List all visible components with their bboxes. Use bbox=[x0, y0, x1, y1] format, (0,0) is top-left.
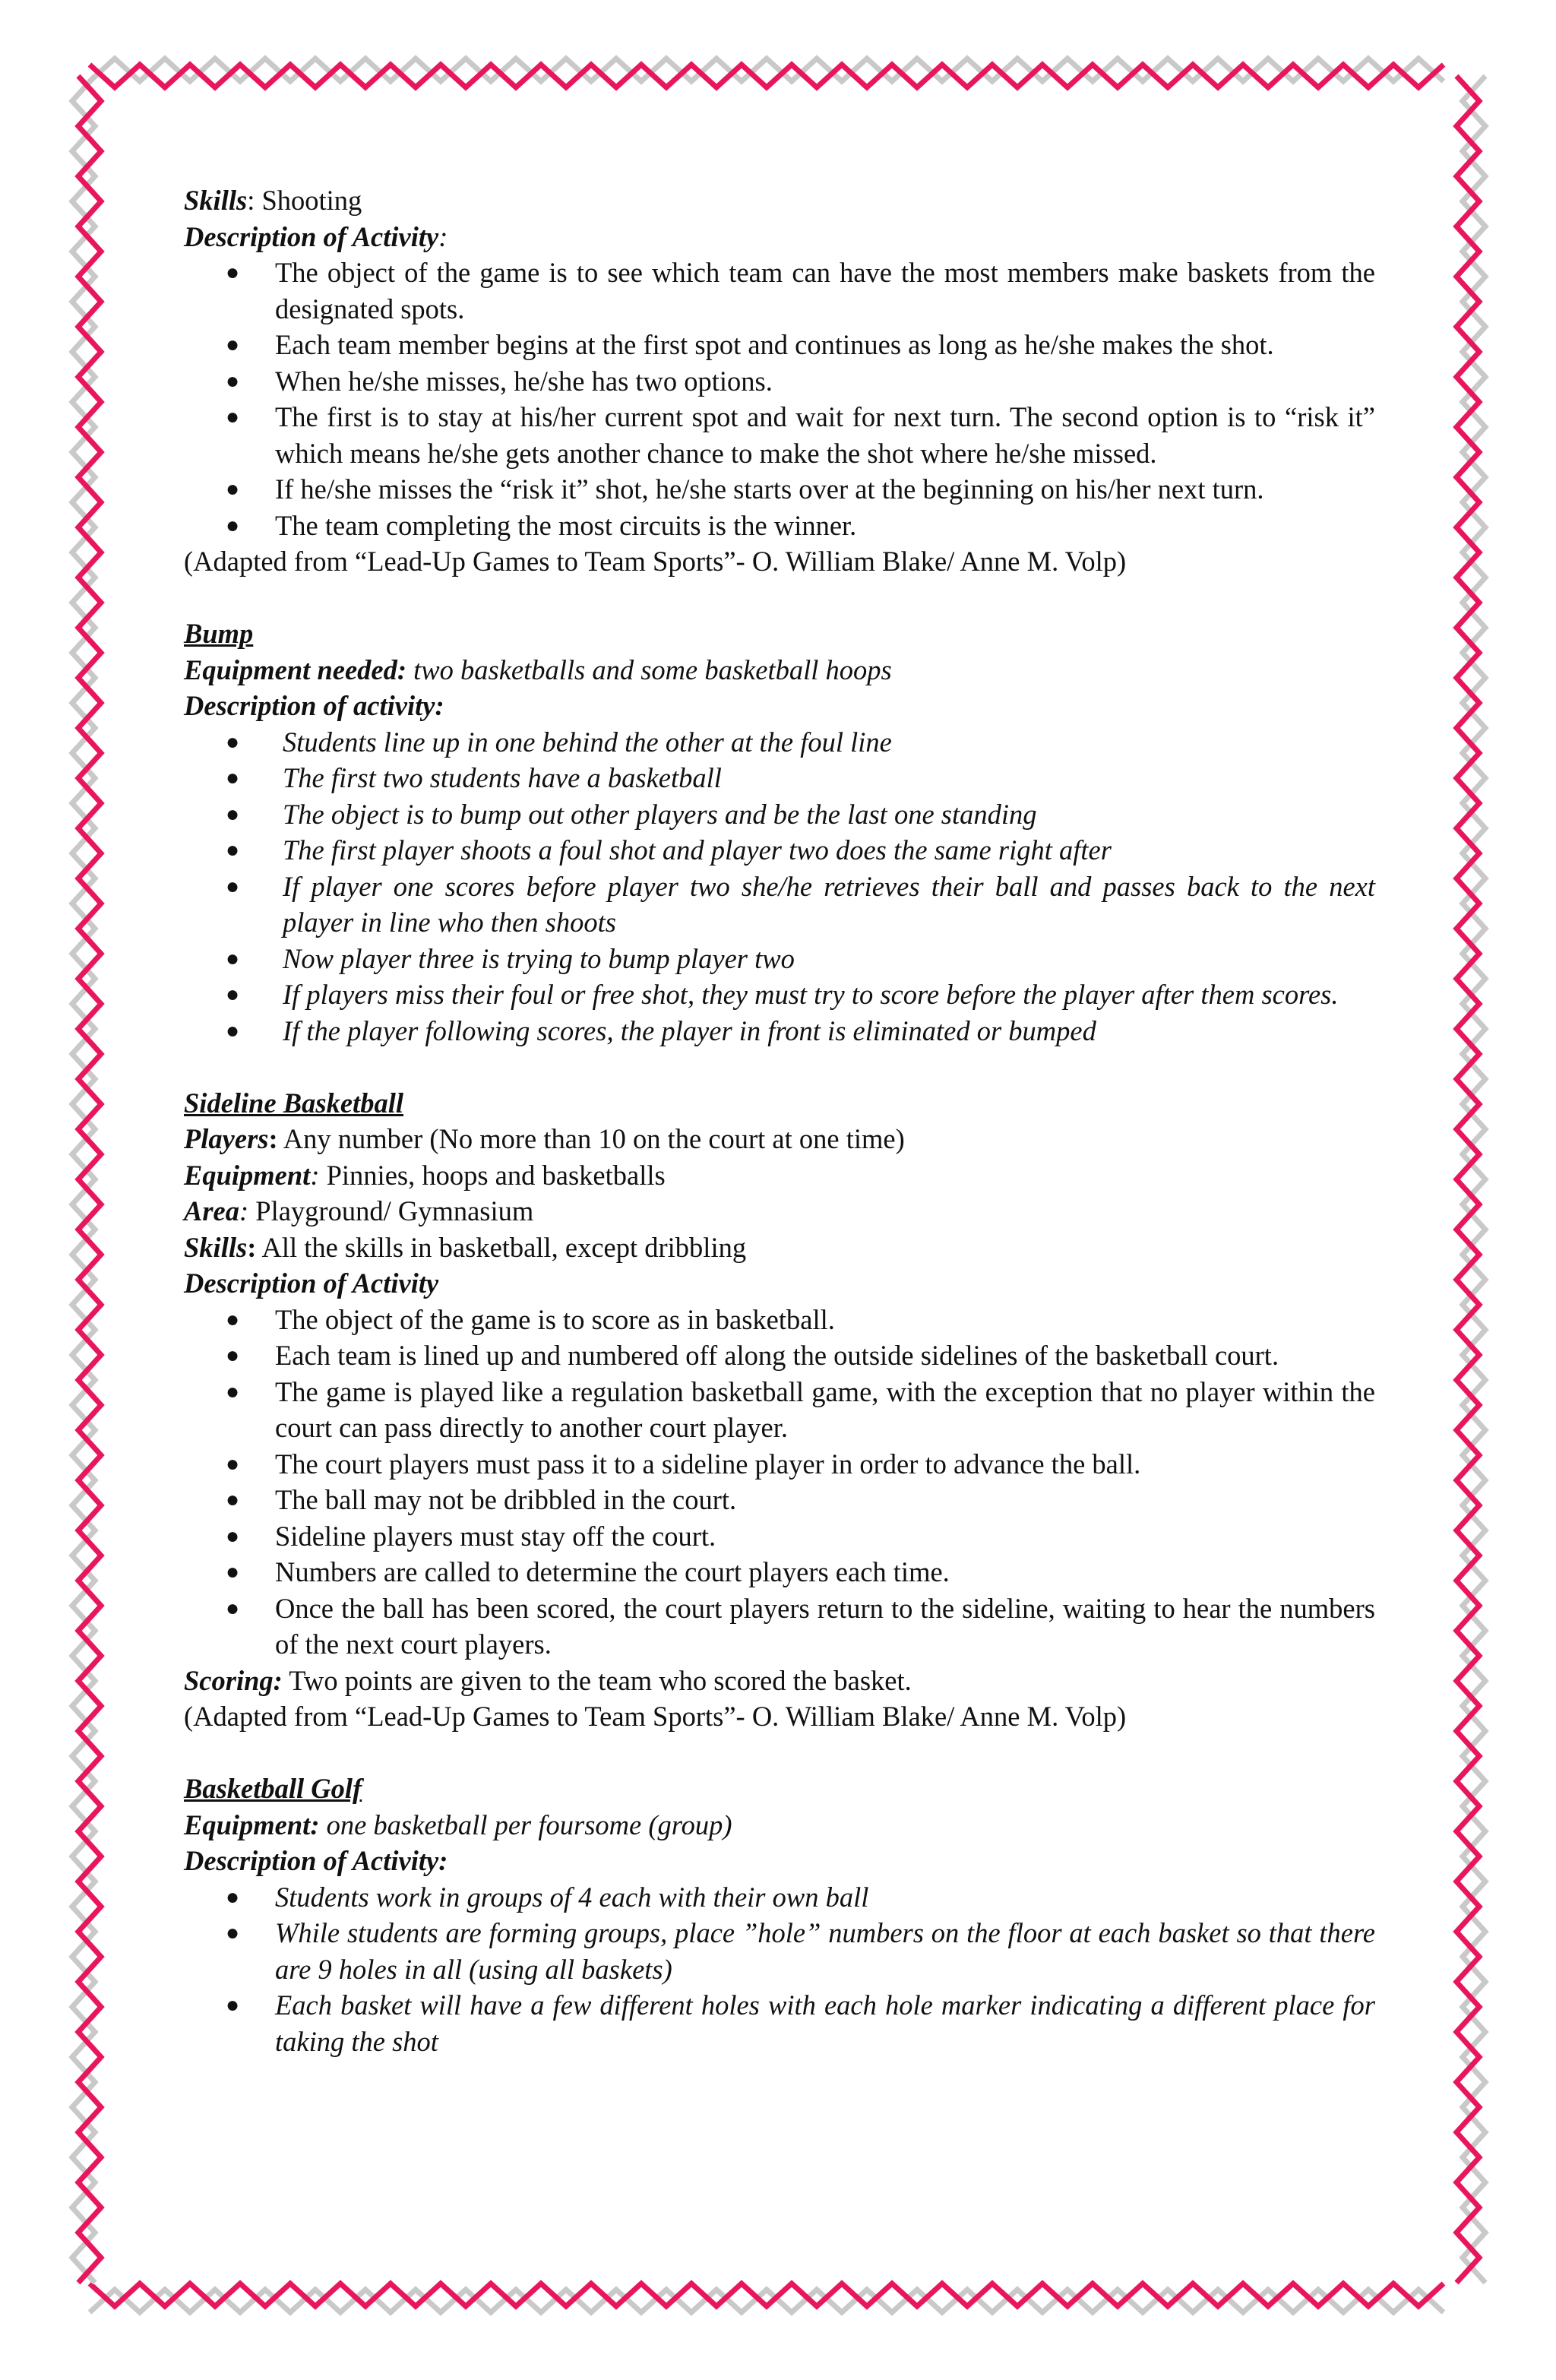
list-item bbox=[184, 724, 1375, 761]
document-body bbox=[184, 182, 1375, 2059]
skills-label: Skills bbox=[184, 185, 248, 216]
list-item-text: If he/she misses the “risk it” shot, he/she starts over at the beginning on his/her next turn. bbox=[275, 473, 1264, 505]
list-item-text: When he/she misses, he/she has two options. bbox=[275, 365, 773, 397]
bullet-icon: ● bbox=[226, 1884, 240, 1910]
list-item bbox=[184, 941, 1375, 977]
source-citation: (Adapted from “Lead-Up Games to Team Sports”- O. William Blake/ Anne M. Volp) bbox=[184, 1701, 1127, 1732]
list-item bbox=[184, 327, 1375, 363]
bullet-icon: ● bbox=[226, 1306, 240, 1332]
list-item bbox=[184, 1013, 1375, 1049]
area-label: Area bbox=[184, 1195, 239, 1226]
bullet-icon: ● bbox=[226, 1992, 240, 2018]
list-item-text: The first is to stay at his/her current spot and wait for next turn. The second option is to “risk it” which means he/she gets another chance to make the shot where he/she missed. bbox=[275, 401, 1375, 469]
bullet-icon: ● bbox=[226, 873, 240, 899]
bullet-icon: ● bbox=[226, 765, 240, 790]
list-item-text: The first two students have a basketball bbox=[283, 762, 722, 793]
area-colon: : bbox=[239, 1195, 249, 1226]
list-item bbox=[184, 508, 1375, 544]
skills-colon: : bbox=[247, 1231, 257, 1263]
equipment-value: two basketballs and some basketball hoops bbox=[406, 654, 892, 685]
bullet-icon: ● bbox=[226, 1523, 240, 1549]
list-item-text: If the player following scores, the player in front is eliminated or bumped bbox=[283, 1014, 1096, 1046]
skills-separator: : bbox=[247, 185, 262, 216]
bullet-icon: ● bbox=[226, 801, 240, 827]
list-item-text: If player one scores before player two she/he retrieves their ball and passes back to the next player in line who then shoots bbox=[283, 870, 1375, 938]
list-item-text: Numbers are called to determine the court players each time. bbox=[275, 1556, 950, 1587]
area-value: Playground/ Gymnasium bbox=[248, 1195, 534, 1226]
list-item-text: Each team is lined up and numbered off along the outside sidelines of the basketball court. bbox=[275, 1340, 1279, 1371]
list-item-text: Each team member begins at the first spot and continues as long as he/she makes the shot. bbox=[275, 329, 1274, 360]
list-item bbox=[184, 1590, 1375, 1663]
bullet-icon: ● bbox=[226, 260, 240, 285]
bullet-icon: ● bbox=[226, 1559, 240, 1584]
sideline-bullet-list bbox=[184, 1302, 1375, 1663]
list-item bbox=[184, 1518, 1375, 1555]
list-item-text: Students work in groups of 4 each with their own ball bbox=[275, 1881, 869, 1913]
list-item bbox=[184, 255, 1375, 327]
list-item-text: Students line up in one behind the other at the foul line bbox=[283, 726, 892, 758]
equipment-label: Equipment needed: bbox=[184, 654, 406, 685]
golf-description-heading: Description of Activity: bbox=[184, 1845, 448, 1876]
list-item bbox=[184, 399, 1375, 471]
spacer bbox=[184, 1735, 1375, 1771]
list-item bbox=[184, 1987, 1375, 2059]
list-item bbox=[184, 363, 1375, 400]
list-item bbox=[184, 471, 1375, 508]
list-item-text: The game is played like a regulation basketball game, with the exception that no player within the court can pass directly to another court player. bbox=[275, 1375, 1375, 1443]
players-label: Players bbox=[184, 1123, 269, 1154]
list-item bbox=[184, 1554, 1375, 1590]
sideline-title: Sideline Basketball bbox=[184, 1087, 403, 1119]
equipment-value: Pinnies, hoops and basketballs bbox=[319, 1159, 666, 1191]
bullet-icon: ● bbox=[226, 368, 240, 394]
equipment-line bbox=[184, 1157, 1375, 1194]
list-item bbox=[184, 1374, 1375, 1446]
skills-line bbox=[184, 182, 1375, 219]
scoring-label: Scoring: bbox=[184, 1664, 283, 1696]
list-item bbox=[184, 1482, 1375, 1518]
golf-equipment-line bbox=[184, 1807, 1375, 1844]
players-colon: : bbox=[268, 1123, 278, 1154]
bullet-icon: ● bbox=[226, 729, 240, 755]
equipment-colon: : bbox=[310, 1159, 320, 1191]
description-colon: : bbox=[438, 220, 448, 252]
scoring-value: Two points are given to the team who scored the basket. bbox=[282, 1664, 912, 1696]
source-citation: (Adapted from “Lead-Up Games to Team Sports”- O. William Blake/ Anne M. Volp) bbox=[184, 546, 1127, 577]
list-item-text: The court players must pass it to a sideline player in order to advance the ball. bbox=[275, 1448, 1141, 1480]
skills-value: All the skills in basketball, except dribbling bbox=[256, 1231, 747, 1263]
bullet-icon: ● bbox=[226, 1343, 240, 1368]
bullet-icon: ● bbox=[226, 982, 240, 1007]
list-item bbox=[184, 760, 1375, 796]
description-heading bbox=[184, 219, 1375, 255]
bullet-icon: ● bbox=[226, 837, 240, 862]
bullet-icon: ● bbox=[226, 945, 240, 971]
bullet-icon: ● bbox=[226, 332, 240, 357]
list-item-text: The object of the game is to score as in basketball. bbox=[275, 1303, 835, 1335]
list-item-text: While students are forming groups, place ”hole” numbers on the floor at each basket so that there are 9 holes in all (using all baskets) bbox=[275, 1917, 1375, 1985]
list-item bbox=[184, 1302, 1375, 1338]
list-item-text: The team completing the most circuits is the winner. bbox=[275, 509, 857, 541]
list-item-text: The object of the game is to see which team can have the most members make baskets from the designated spots. bbox=[275, 257, 1375, 324]
bullet-list bbox=[184, 255, 1375, 543]
list-item bbox=[184, 1915, 1375, 1987]
area-line bbox=[184, 1193, 1375, 1230]
list-item-text: The ball may not be dribbled in the court. bbox=[275, 1484, 737, 1515]
list-item bbox=[184, 796, 1375, 833]
list-item bbox=[184, 976, 1375, 1013]
golf-title: Basketball Golf bbox=[184, 1773, 362, 1804]
bullet-icon: ● bbox=[226, 1920, 240, 1945]
list-item-text: The object is to bump out other players and be the last one standing bbox=[283, 798, 1037, 830]
bullet-icon: ● bbox=[226, 476, 240, 502]
list-item-text: Sideline players must stay off the court. bbox=[275, 1520, 716, 1552]
bump-equipment-line bbox=[184, 652, 1375, 688]
list-item-text: Now player three is trying to bump player two bbox=[283, 942, 795, 974]
sideline-description-heading: Description of Activity bbox=[184, 1268, 439, 1299]
list-item bbox=[184, 832, 1375, 869]
list-item bbox=[184, 869, 1375, 941]
spacer bbox=[184, 1049, 1375, 1085]
list-item-text: Once the ball has been scored, the court players return to the sideline, waiting to hear the numbers of the next court players. bbox=[275, 1592, 1375, 1660]
list-item-text: The first player shoots a foul shot and player two does the same right after bbox=[283, 834, 1112, 866]
skills-line bbox=[184, 1230, 1375, 1266]
spacer bbox=[184, 580, 1375, 616]
bullet-icon: ● bbox=[226, 1451, 240, 1476]
skills-value: Shooting bbox=[261, 185, 362, 216]
bullet-icon: ● bbox=[226, 404, 240, 429]
bullet-icon: ● bbox=[226, 1487, 240, 1512]
bullet-icon: ● bbox=[226, 512, 240, 538]
players-value: Any number (No more than 10 on the court at one time) bbox=[277, 1123, 905, 1154]
bump-title: Bump bbox=[184, 618, 254, 649]
equipment-label: Equipment bbox=[184, 1159, 311, 1191]
list-item-text: If players miss their foul or free shot, they must try to score before the player after them scores. bbox=[283, 979, 1339, 1010]
bump-bullet-list bbox=[184, 724, 1375, 1049]
bullet-icon: ● bbox=[226, 1378, 240, 1404]
description-label: Description of Activity bbox=[184, 220, 439, 252]
equipment-label: Equipment: bbox=[184, 1809, 320, 1840]
skills-label: Skills bbox=[184, 1231, 248, 1263]
list-item bbox=[184, 1337, 1375, 1374]
scoring-line bbox=[184, 1663, 1375, 1699]
players-line bbox=[184, 1121, 1375, 1157]
bullet-icon: ● bbox=[226, 1595, 240, 1621]
bullet-icon: ● bbox=[226, 1018, 240, 1043]
golf-bullet-list bbox=[184, 1879, 1375, 2060]
bump-description-heading: Description of activity: bbox=[184, 690, 444, 721]
list-item-text: Each basket will have a few different holes with each hole marker indicating a different place for taking the shot bbox=[275, 1989, 1375, 2057]
list-item bbox=[184, 1446, 1375, 1483]
list-item bbox=[184, 1879, 1375, 1916]
equipment-value: one basketball per foursome (group) bbox=[319, 1809, 732, 1840]
